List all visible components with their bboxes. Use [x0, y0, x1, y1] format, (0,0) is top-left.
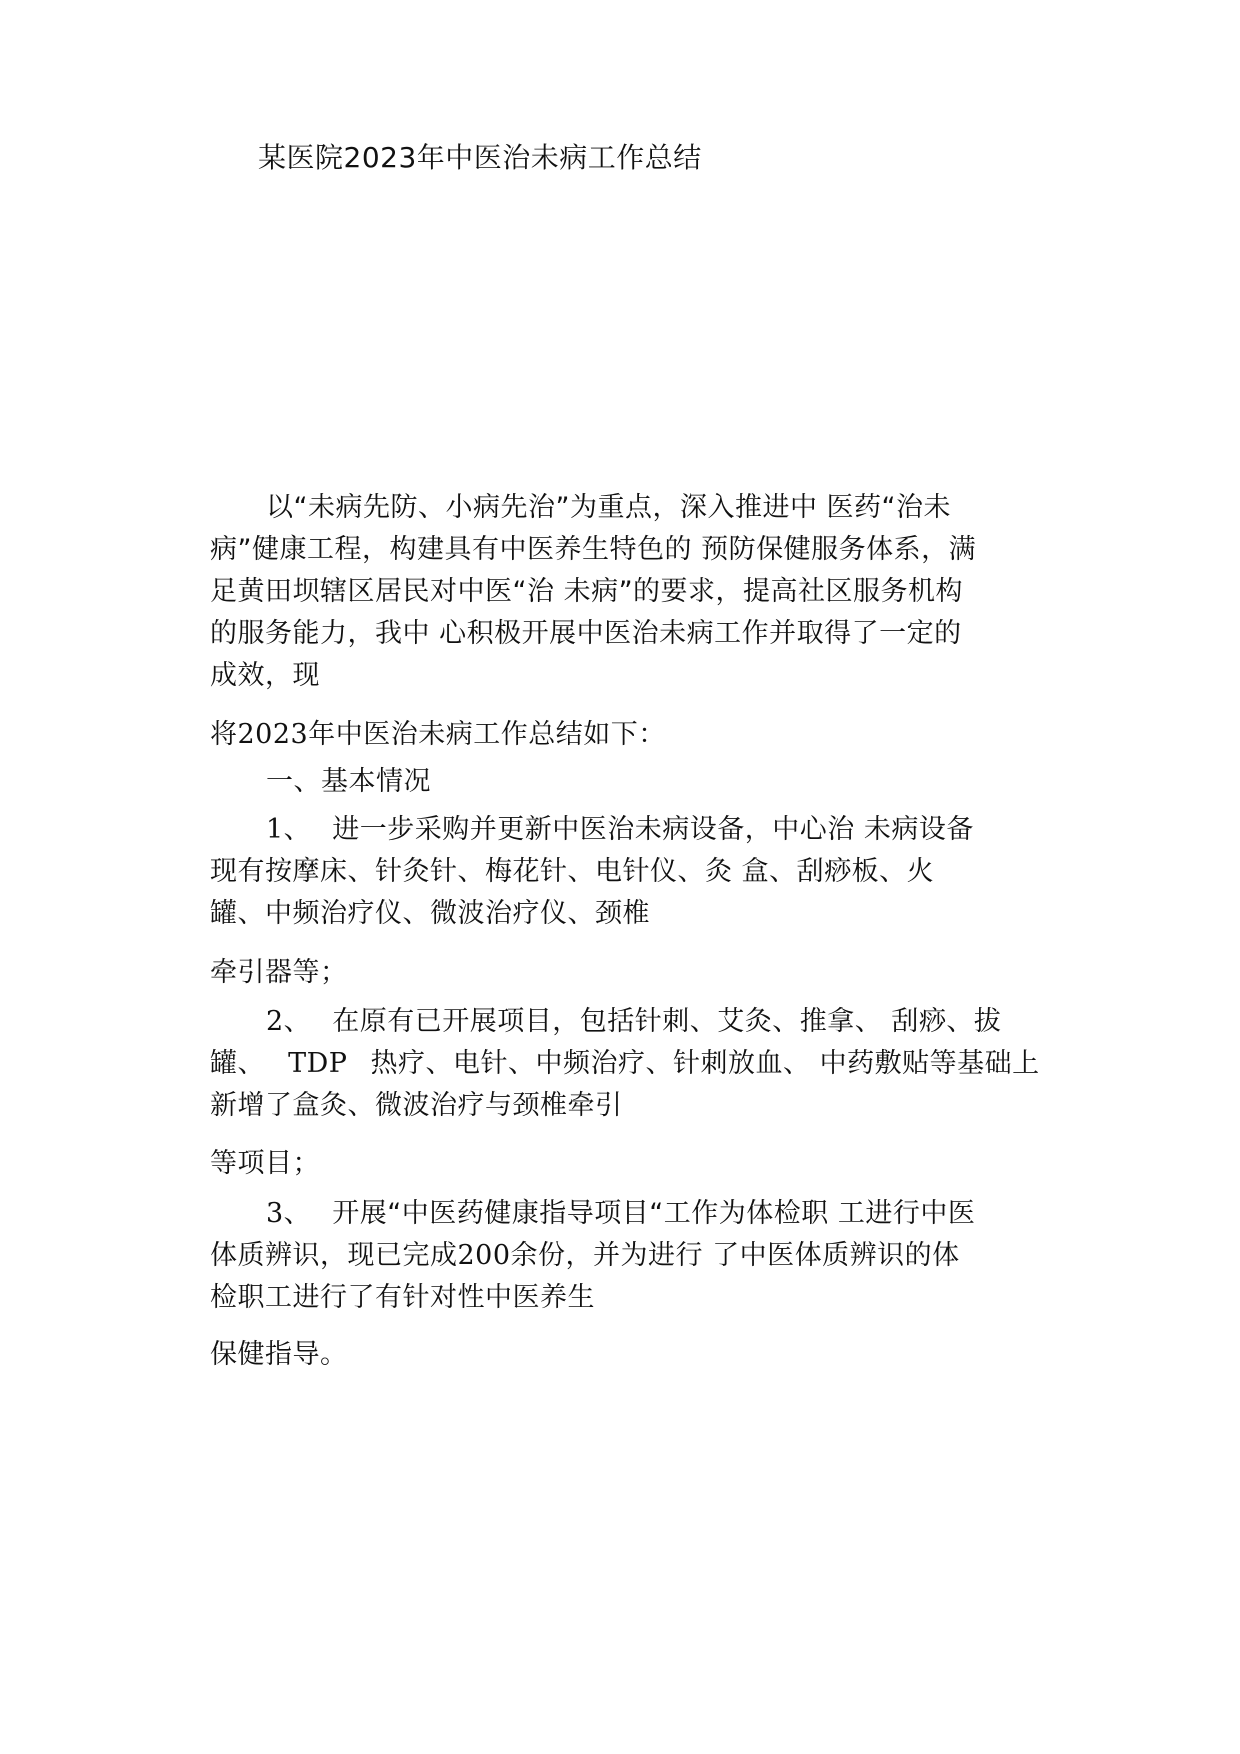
item-2-tail: 等项目；	[210, 1148, 320, 1179]
item-3-line-1	[266, 1197, 975, 1231]
item-2-tdp: TDP	[288, 1048, 348, 1079]
item-2-text: 在原有已开展项目，包括针刺、艾灸、推拿、 刮痧、拔	[332, 1006, 1002, 1037]
item-3-line-2	[210, 1239, 960, 1273]
intro-line-5: 成效，现	[210, 660, 320, 691]
item-1-text: 进一步采购并更新中医治未病设备，中心治 未病设备	[332, 814, 974, 845]
item-3-tail: 保健指导。	[210, 1339, 348, 1370]
item-3-line-2-suffix: 余份，并为进行 了中医体质辨识的体	[510, 1240, 960, 1271]
intro-line-3: 足黄田坝辖区居民对中医“治 未病”的要求，提高社区服务机构	[210, 576, 964, 607]
intro-tail	[210, 718, 666, 752]
item-3-line-3: 检职工进行了有针对性中医养生	[210, 1282, 595, 1313]
item-3-text: 开展“中医药健康指导项目“工作为体检职 工进行中医	[332, 1198, 976, 1229]
intro-line-4: 的服务能力，我中 心积极开展中医治未病工作并取得了一定的	[210, 618, 962, 649]
item-2-line-2-prefix: 罐、	[210, 1048, 265, 1079]
intro-tail-prefix: 将	[210, 719, 238, 750]
item-1-tail: 牵引器等；	[210, 957, 348, 988]
item-1-line-1	[266, 813, 974, 847]
item-2-line-2-suffix: 热疗、电针、中频治疗、针刺放血、 中药敷贴等基础上	[370, 1048, 1040, 1079]
item-1-number: 1、	[266, 814, 312, 845]
item-2-line-2	[210, 1047, 1040, 1081]
item-3-number: 3、	[266, 1198, 312, 1229]
item-2-line-1	[266, 1005, 1001, 1039]
section-heading: 一、基本情况	[266, 766, 431, 797]
intro-tail-year: 2023	[237, 719, 309, 750]
item-1-line-3: 罐、中频治疗仪、微波治疗仪、颈椎	[210, 898, 650, 929]
item-2-line-3: 新增了盒灸、微波治疗与颈椎牵引	[210, 1090, 623, 1121]
intro-line-2: 病”健康工程，构建具有中医养生特色的 预防保健服务体系，满	[210, 534, 977, 565]
item-2-number: 2、	[266, 1006, 312, 1037]
item-3-count: 200	[457, 1240, 511, 1271]
intro-tail-suffix: 年中医治未病工作总结如下：	[308, 719, 666, 750]
document-title: 某医院2023年中医治未病工作总结	[258, 141, 702, 174]
item-3-line-2-prefix: 体质辨识，现已完成	[210, 1240, 458, 1271]
intro-line-1: 以“未病先防、小病先治”为重点，深入推进中 医药“治未	[266, 492, 952, 523]
item-1-line-2: 现有按摩床、针灸针、梅花针、电针仪、灸 盒、刮痧板、火	[210, 856, 935, 887]
